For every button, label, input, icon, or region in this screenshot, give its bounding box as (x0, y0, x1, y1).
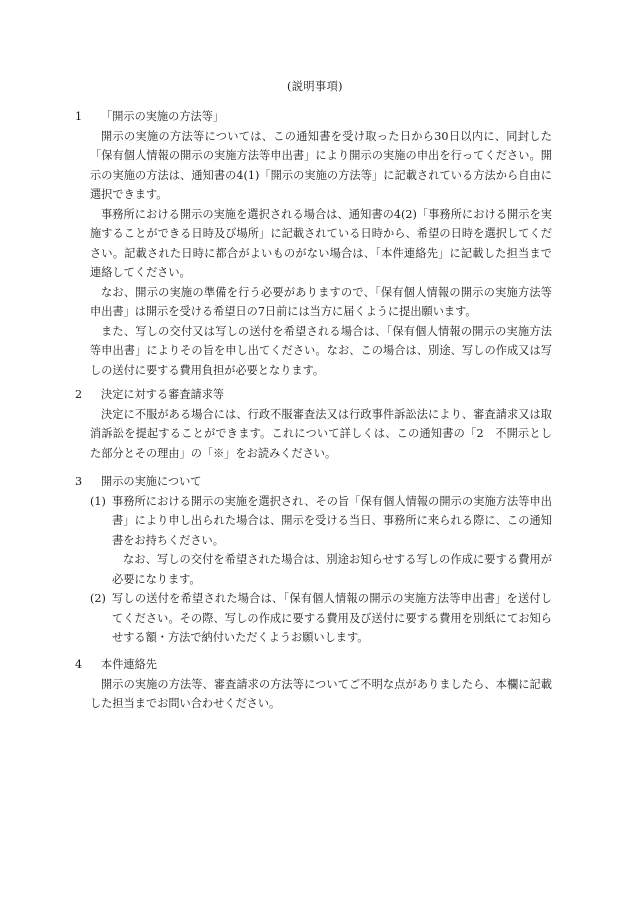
list-item (90, 492, 552, 551)
section-number: 1 (75, 110, 83, 123)
item-text: 事務所における開示の実施を選択され、その旨「保有個人情報の開示の実施方法等申出書」により申し出られた場合は、開示を受ける当日、事務所に来られる際に、この通知書をお持ちください。 (112, 494, 552, 547)
section-heading (75, 655, 157, 675)
section-number: 3 (75, 475, 83, 488)
item-number: (1) (90, 494, 106, 508)
item-number: (2) (90, 592, 106, 605)
item-note: なお、写しの交付を希望された場合は、別途お知らせする写しの作成に要する費用が必要になります。 (112, 553, 552, 586)
section-title: 本件連絡先 (101, 658, 157, 671)
list-item (90, 589, 552, 648)
section-paragraph: 開示の実施の方法等については、この通知書を受け取った日から30日以内に、同封した「保有個人情報の開示の実施方法等申出書」により開示の実施の申出を行ってください。開示の実施の方法は、通知書の4(1)「開示の実施の方法等」に記載されている方法から自由に選択できます。 (90, 129, 552, 201)
section-number: 4 (75, 658, 83, 671)
section-number: 2 (75, 388, 83, 401)
section-paragraph: 決定に不服がある場合には、行政不服審査法又は行政事件訴訟法により、審査請求又は取消訴訟を提起することができます。これについて詳しくは、この通知書の「2 不開示とした部分とその理由」の「※」をお読みください。 (90, 407, 552, 460)
section-heading (75, 472, 201, 492)
section-heading (75, 107, 224, 127)
page-title: (説明事項) (287, 80, 343, 93)
section-paragraph: 事務所における開示の実施を選択される場合は、通知書の4(2)「事務所における開示を実施することができる日時及び場所」に記載されている日時から、希望の日時を選択してください。記載された日時に都合がよいものがない場合は、「本件連絡先」に記載した担当まで連絡してください。 (90, 207, 552, 279)
section-paragraph: 開示の実施の方法等、審査請求の方法等についてご不明な点がありましたら、本欄に記載した担当までお問い合わせください。 (90, 677, 552, 710)
section-heading (75, 385, 224, 405)
section-title: 「開示の実施の方法等」 (101, 110, 225, 123)
section-title: 開示の実施について (101, 475, 202, 488)
section-paragraph: また、写しの交付又は写しの送付を希望される場合は、「保有個人情報の開示の実施方法等申出書」によりその旨を申し出てください。なお、この場合は、別途、写しの作成又は写しの送付に要する費用負担が必要となります。 (90, 324, 552, 377)
section-paragraph: なお、開示の実施の準備を行う必要がありますので、「保有個人情報の開示の実施方法等申出書」は開示を受ける希望日の7日前には当方に届くように提出願います。 (90, 285, 552, 318)
item-text: 写しの送付を希望された場合は、「保有個人情報の開示の実施方法等申出書」を送付してください。その際、写しの作成に要する費用及び送付に要する費用を別紙にてお知らせする額・方法で納付いただくようお願いします。 (112, 592, 552, 644)
section-title: 決定に対する審査請求等 (101, 388, 225, 401)
